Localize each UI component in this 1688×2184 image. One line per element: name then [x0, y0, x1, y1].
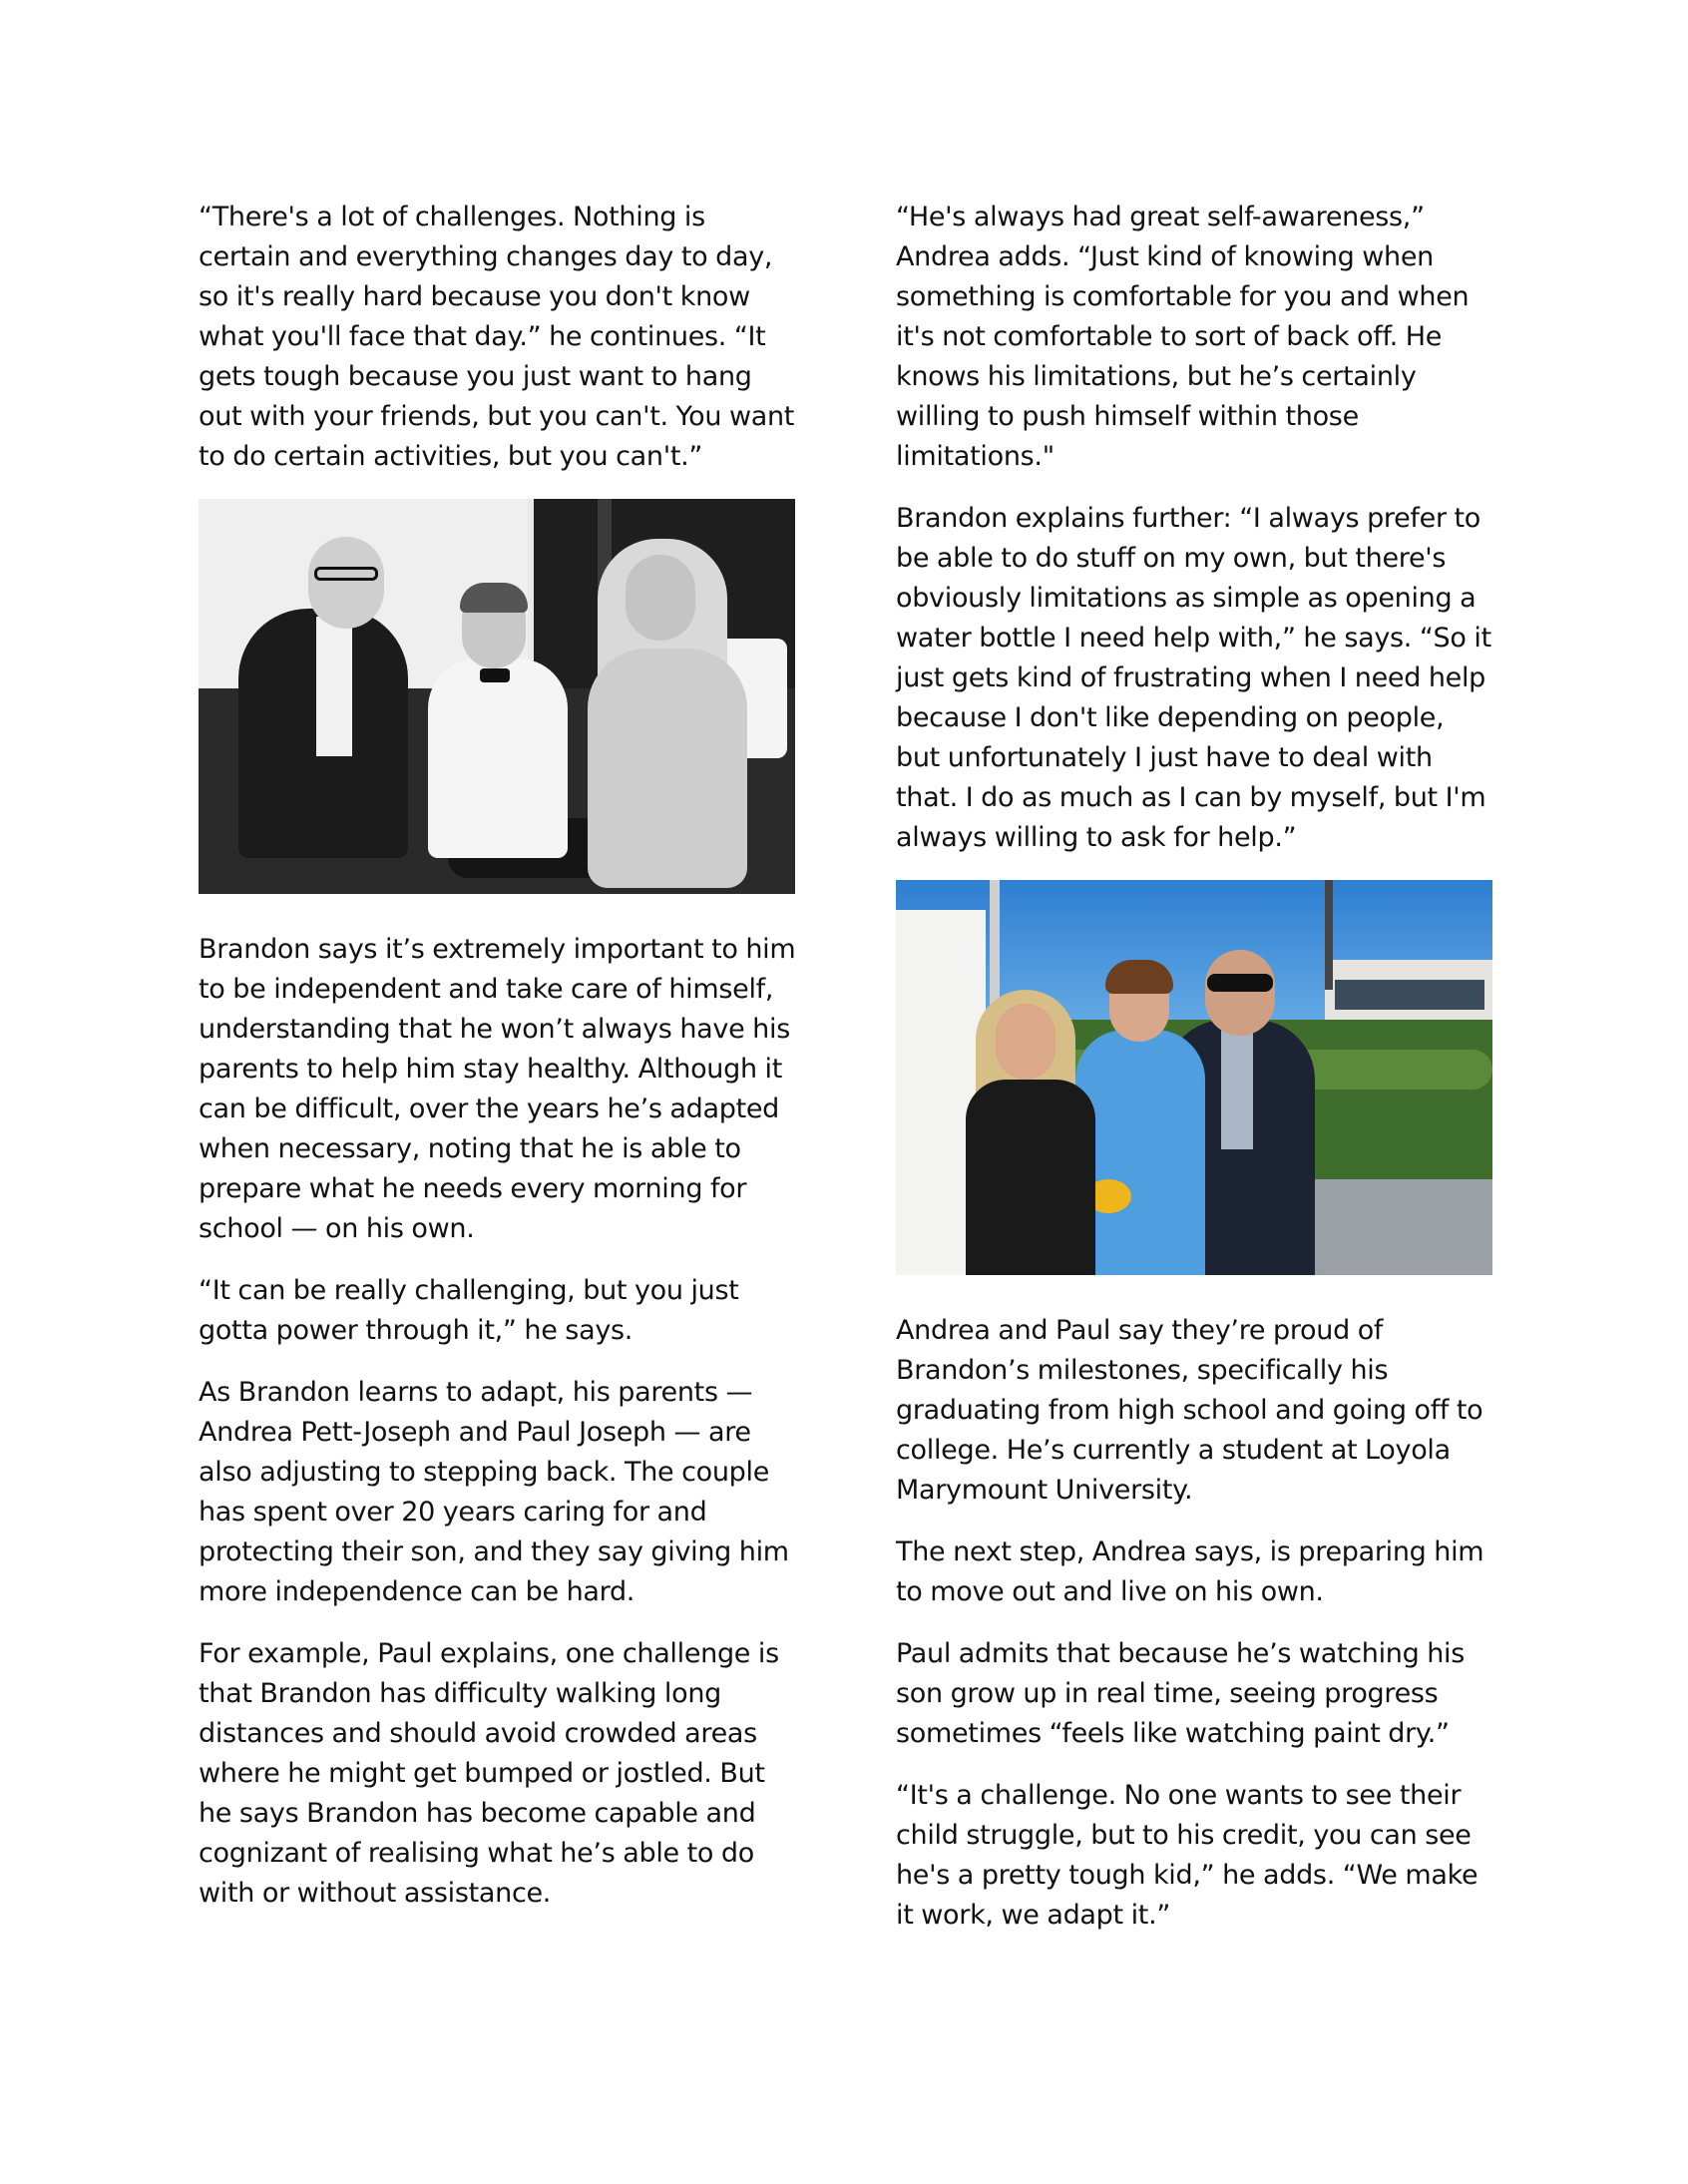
paragraph: “There's a lot of challenges. Nothing is certain and everything changes day to day, so it's really hard because you don't know what you'll face that day.” he continues. “It gets tough because you just want to hang out with your friends, but you can't. You want to do certain activities, but you can't.” — [199, 202, 795, 472]
paragraph: “It's a challenge. No one wants to see their child struggle, but to his credit, you can see he's a pretty tough kid,” he adds. “We make it work, we adapt it.” — [896, 1780, 1478, 1931]
family-photo-black-and-white — [199, 499, 795, 894]
right-column — [896, 198, 1494, 1958]
paragraph: For example, Paul explains, one challenge is that Brandon has difficulty walking long distances and should avoid crowded areas where he might get bumped or jostled. But he says Brandon has become capable and cognizant of realising what he’s able to do with or without assistance. — [199, 1638, 779, 1909]
paragraph: As Brandon learns to adapt, his parents — Andrea Pett-Joseph and Paul Joseph — are also adjusting to stepping back. The couple has spent over 20 years caring for and protecting their son, and they say giving him more independence can be hard. — [199, 1377, 789, 1607]
graduation-photo — [896, 880, 1492, 1275]
paragraph: “It can be really challenging, but you just gotta power through it,” he says. — [199, 1275, 739, 1346]
left-column — [199, 198, 797, 1936]
paragraph: Andrea and Paul say they’re proud of Brandon’s milestones, specifically his graduating from high school and going off to college. He’s currently a student at Loyola Marymount University. — [896, 1315, 1483, 1506]
paragraph: Brandon says it’s extremely important to him to be independent and take care of himself, understanding that he won’t always have his parents to help him stay healthy. Although it can be difficult, over the years he’s adapted when necessary, noting that he is able to prepare what he needs every morning for school — on his own. — [199, 934, 796, 1244]
paragraph: Paul admits that because he’s watching his son grow up in real time, seeing progress sometimes “feels like watching paint dry.” — [896, 1638, 1466, 1749]
paragraph: “He's always had great self-awareness,” Andrea adds. “Just kind of knowing when something is comfortable for you and when it's not comfortable to sort of back off. He knows his limitations, but he’s certainly willing to push himself within those limitations." — [896, 202, 1470, 472]
paragraph: Brandon explains further: “I always prefer to be able to do stuff on my own, but there's obviously limitations as simple as opening a water bottle I need help with,” he says. “So it just gets kind of frustrating when I need help because I don't like depending on people, but unfortunately I just have to deal with that. I do as much as I can by myself, but I'm always willing to ask for help.” — [896, 503, 1491, 853]
paragraph: The next step, Andrea says, is preparing him to move out and live on his own. — [896, 1536, 1484, 1607]
